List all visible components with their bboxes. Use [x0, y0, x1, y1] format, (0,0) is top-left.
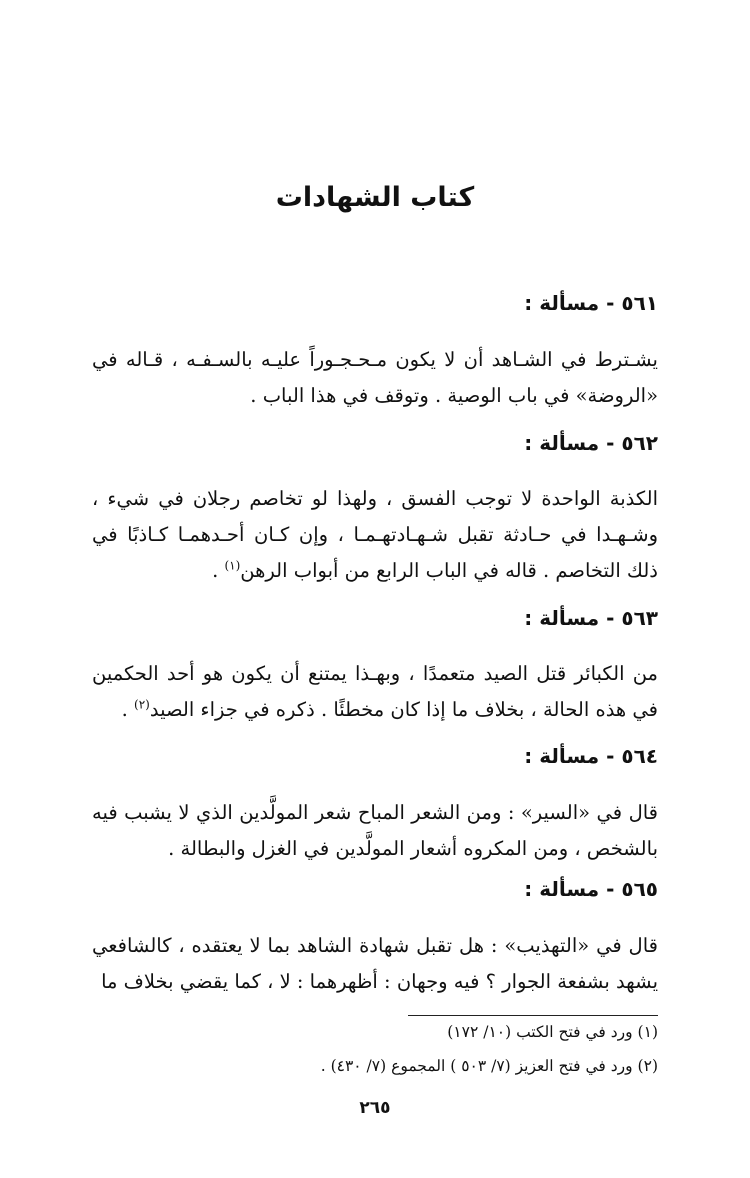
issue-body: قال في «السير» : ومن الشعر المباح شعر المولَّدين الذي لا يشبب فيه بالشخص ، ومن المكروه أشعار المولَّدين في الغزل والبطالة .: [92, 801, 658, 860]
issue-body: يشـترط في الشـاهد أن لا يكون مـحـجـوراً عليـه بالسـفـه ، قـاله في «الروضة» في باب الوصية . وتوقف في هذا الباب .: [92, 348, 658, 407]
issue-heading: ٥٦٣ - مسألة :: [524, 606, 658, 630]
footnote-divider: [408, 1015, 658, 1016]
footnote: (٢) ورد في فتح العزيز (٧/ ٥٠٣ ) المجموع (٧/ ٤٣٠) .: [320, 1057, 658, 1075]
issue-heading: ٥٦١ - مسألة :: [524, 291, 658, 315]
issue-body-tail: .: [121, 698, 135, 721]
issue-body: [92, 481, 658, 589]
issue-heading: ٥٦٤ - مسألة :: [524, 744, 658, 768]
page-number: ٢٦٥: [359, 1098, 391, 1118]
issue-body-text: من الكبائر قتل الصيد متعمدًا ، وبهـذا يمتنع أن يكون هو أحد الحكمين في هذه الحالة ، بخلاف ما إذا كان مخطئًا . ذكره في جزاء الصيد: [92, 662, 658, 721]
issue-body: قال في «التهذيب» : هل تقبل شهادة الشاهد بما لا يعتقده ، كالشافعي يشهد بشفعة الجوار ؟ فيه وجهان : أظهرهما : لا ، كما يقضي بخلاف ما: [92, 934, 658, 993]
issue-body-tail: .: [212, 559, 225, 582]
issue-heading: ٥٦٢ - مسألة :: [524, 431, 658, 455]
footnote: (١) ورد في فتح الكتب (١٠/ ١٧٢): [447, 1023, 658, 1041]
footnote-reference: (٢): [134, 697, 150, 712]
issue-body: [92, 656, 658, 728]
issue-heading: ٥٦٥ - مسألة :: [524, 877, 658, 901]
footnote-reference: (١): [224, 558, 241, 573]
issue-body-text: الكذبة الواحدة لا توجب الفسق ، ولهذا لو تخاصم رجلان في شيء ، وشـهـدا في حـادثة تقبل شـهـادتهـمـا ، وإن كـان أحـدهمـا كـاذبًا في ذلك التخاصم . قاله في الباب الرابع من أبواب الرهن: [92, 487, 658, 582]
chapter-title: كتاب الشهادات: [275, 182, 475, 213]
